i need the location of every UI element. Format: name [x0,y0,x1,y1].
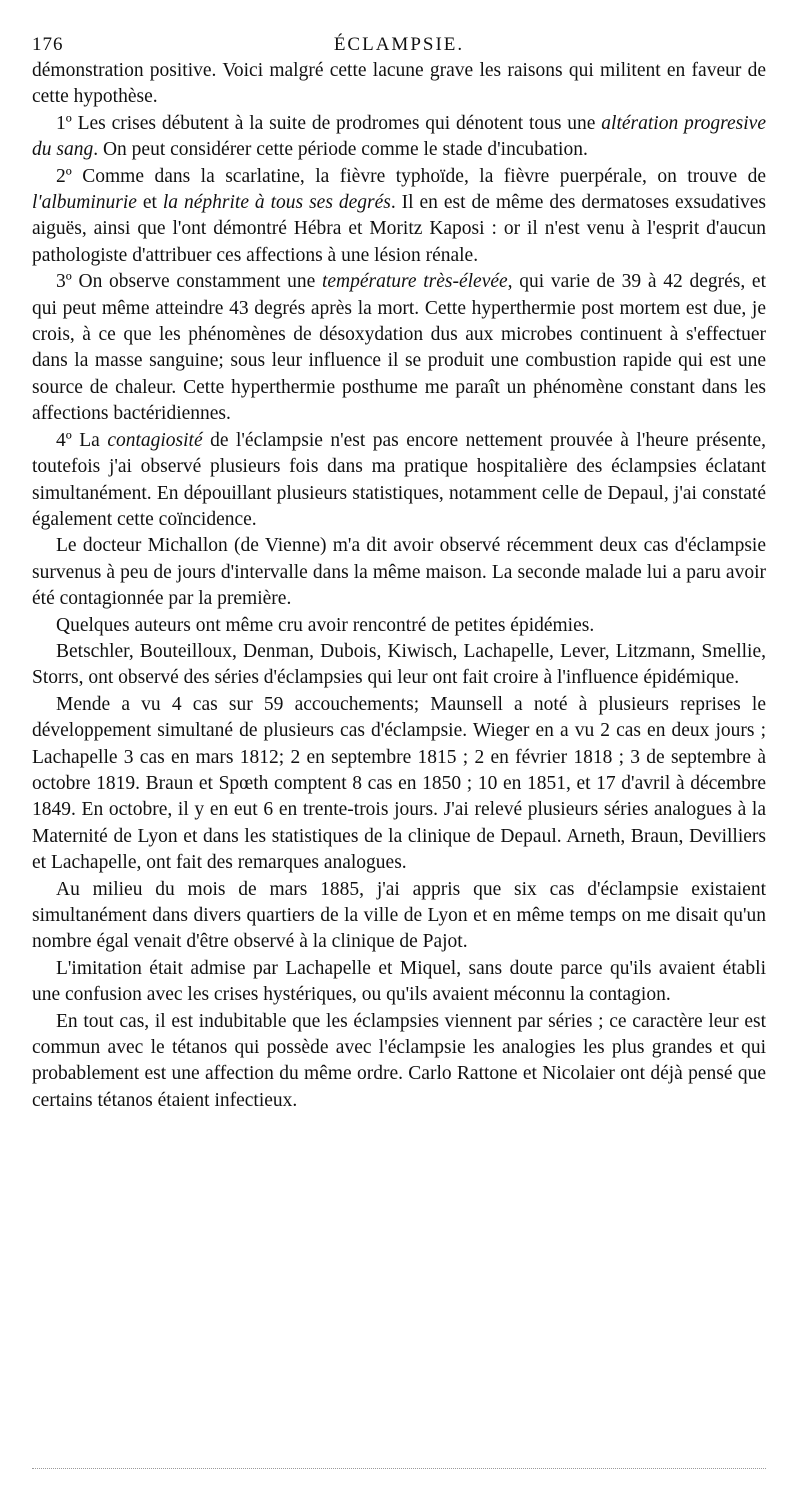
paragraph [32,956,766,1009]
footer-dotted-rule [32,1468,766,1469]
page-number: 176 [32,34,64,55]
running-head [32,30,766,58]
italic-text: la néphrite à tous ses degrés [162,192,391,214]
text-run: 3º On observe constamment une [56,271,322,293]
body-text [32,58,766,1114]
text-run: 2º Comme dans la scarlatine, la fièvre typhoïde, la fièvre puerpérale, on trouve de [56,165,766,187]
text-run: L'imitation était admise par Lachapelle et Miquel, sans doute parce qu'ils avaient établi une confusion avec les crises hystériques, ou qu'ils avaient méconnu la contagion. [32,957,766,1006]
text-run: . On peut considérer cette période comme le stade d'incubation. [93,139,588,161]
text-run: et [136,192,163,214]
running-title: ÉCLAMPSIE. [333,34,465,55]
text-run: Mende a vu 4 cas sur 59 accouchements; Maunsell a noté à plusieurs reprises le développement simultané de plusieurs cas d'éclampsie. Wieger en a vu 2 cas en deux jours ; Lachapelle 3 cas en mars 1812; 2 en septembre 1815 ; 2 en février 1818 ; 3 de septembre à octobre 1819. Braun et Spœth comptent 8 cas en 1850 ; 10 en 1851, et 17 d'avril à décembre 1849. En octobre, il y en eut 6 en trente-trois jours. J'ai relevé plusieurs séries analogues à la Maternité de Lyon et dans les statistiques de la clinique de Depaul. Arneth, Braun, Devilliers et Lachapelle, ont fait des remarques analogues. [32,693,766,874]
text-run: Le docteur Michallon (de Vienne) m'a dit avoir observé récemment deux cas d'éclampsie survenus à peu de jours d'intervalle dans la même maison. La seconde malade lui a paru avoir été contagionnée par la première. [32,535,766,610]
paragraph [32,58,766,111]
paragraph [32,613,766,639]
book-page [32,30,766,1114]
paragraph [32,639,766,692]
text-run: Au milieu du mois de mars 1885, j'ai appris que six cas d'éclampsie existaient simultanément dans divers quartiers de la ville de Lyon et en même temps on me disait qu'un nombre égal venait d'être observé à la clinique de Pajot. [32,878,766,953]
paragraph [32,111,766,164]
text-run: 1º Les crises débutent à la suite de prodromes qui dénotent tous une [56,112,602,134]
italic-text: contagiosité [107,429,203,451]
text-run: de l'éclampsie n'est pas encore nettement prouvée à l'heure présente, toutefois j'ai observé plusieurs fois dans ma pratique hospitalière des éclampsies éclatant simultanément. En dépouillant plusieurs statistiques, notamment celle de Depaul, j'ai constaté également cette coïncidence. [32,429,766,530]
paragraph [32,1009,766,1115]
italic-text: altération progresive du sang [32,112,766,161]
text-run: 4º La [56,429,108,451]
text-run: Betschler, Bouteilloux, Denman, Dubois, Kiwisch, Lachapelle, Lever, Litzmann, Smellie, Storrs, ont observé des séries d'éclampsies qui leur ont fait croire à l'influence épidémique. [32,640,766,689]
text-run: Quelques auteurs ont même cru avoir rencontré de petites épidémies. [56,614,595,636]
italic-text: l'albuminurie [32,192,137,214]
paragraph [32,428,766,534]
italic-text: température très-élevée [321,271,508,293]
text-run: . Il en est de même des dermatoses exsudatives aiguës, ainsi que l'ont démontré Hébra et Moritz Kaposi : or il n'est venu à l'esprit d'aucun pathologiste d'attribuer ces affections à une lésion rénale. [32,192,766,266]
paragraph [32,533,766,612]
text-run: , qui varie de 39 à 42 degrés, et qui peut même atteindre 43 degrés après la mort. Cette hyperthermie post mortem est due, je crois, à ce que les phénomènes de désoxydation dus aux microbes continuent à s'effectuer dans la masse sanguine; sous leur influence il se produit une combustion rapide qui est une source de chaleur. Cette hyperthermie posthume me paraît un phénomène constant dans les affections bactéridiennes. [32,271,766,425]
text-run: démonstration positive. Voici malgré cette lacune grave les raisons qui militent en faveur de cette hypothèse. [32,60,766,108]
text-run: En tout cas, il est indubitable que les éclampsies viennent par séries ; ce caractère leur est commun avec le tétanos qui possède avec l'éclampsie les analogies les plus grandes et qui probablement est une affection du même ordre. Carlo Rattone et Nicolaier ont déjà pensé que certains tétanos étaient infectieux. [32,1010,766,1111]
paragraph [32,164,766,270]
paragraph [32,692,766,877]
paragraph [32,269,766,427]
paragraph [32,877,766,956]
